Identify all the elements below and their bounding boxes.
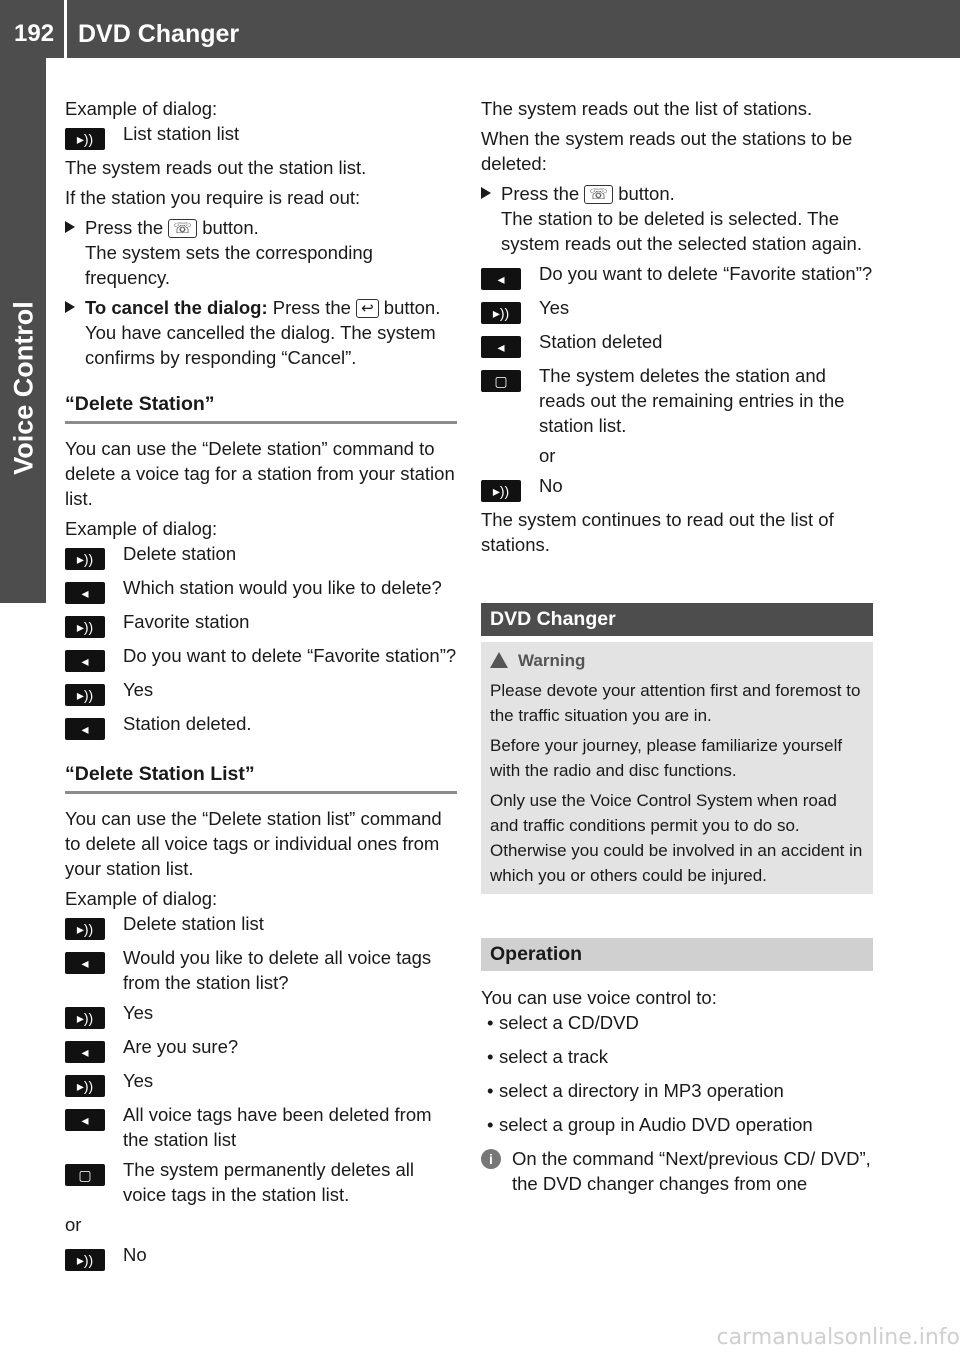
dialog-line: ◂ Would you like to delete all voice tags from the station list? bbox=[65, 945, 457, 995]
info-icon: i bbox=[481, 1149, 501, 1169]
watermark: carmanualsonline.info bbox=[716, 1325, 960, 1350]
dialog-line: ◂ Do you want to delete “Favorite station”? bbox=[481, 261, 873, 290]
list-item: • select a track bbox=[481, 1044, 873, 1069]
dialog-line: ▸)) Delete station bbox=[65, 541, 457, 570]
speak-icon: ▸)) bbox=[481, 480, 521, 502]
section-band-operation: Operation bbox=[481, 938, 873, 971]
dialog-line: ▸)) Yes bbox=[65, 1068, 457, 1097]
speak-icon: ▸)) bbox=[481, 302, 521, 324]
dialog-line bbox=[481, 443, 873, 468]
paragraph: You can use voice control to: bbox=[481, 987, 717, 1008]
speak-icon: ▸)) bbox=[65, 684, 105, 706]
back-key-icon: ↩ bbox=[356, 299, 379, 318]
system-answer-icon: ◂ bbox=[65, 1109, 105, 1131]
speak-icon: ▸)) bbox=[65, 918, 105, 940]
system-answer-icon: ◂ bbox=[65, 650, 105, 672]
dialog-line: ◂ Station deleted bbox=[481, 329, 873, 358]
paragraph: When the system reads out the stations to be deleted: bbox=[481, 128, 853, 174]
list-item: • select a CD/DVD bbox=[481, 1010, 873, 1035]
system-answer-icon: ◂ bbox=[65, 582, 105, 604]
warning-icon bbox=[490, 652, 508, 668]
example-label: Example of dialog: bbox=[65, 98, 218, 119]
side-tab bbox=[0, 58, 46, 603]
left-column bbox=[65, 96, 457, 1276]
warning-box: Warning Please devote your attention first and foremost to the traffic situation you are in. Before your journey, please familiarize yourself with the radio and disc functions. Only use the Voice Control System when road and traffic conditions permit you to do so. Otherwise you could be involved in an accident in which you or others could be injured. bbox=[481, 642, 873, 894]
dialog-line: ▸)) Delete station list bbox=[65, 911, 457, 940]
dialog-line: ◂ Are you sure? bbox=[65, 1034, 457, 1063]
dialog-line: ▸)) No bbox=[481, 473, 873, 502]
or-text: or bbox=[65, 1214, 82, 1235]
arrow-icon bbox=[65, 221, 75, 233]
speak-icon: ▸)) bbox=[65, 616, 105, 638]
dialog-line: ◂ Which station would you like to delete? bbox=[65, 575, 457, 604]
system-answer-icon: ◂ bbox=[481, 268, 521, 290]
speak-icon: ▸)) bbox=[65, 1007, 105, 1029]
dialog-line: ◂ Station deleted. bbox=[65, 711, 457, 740]
or-text: or bbox=[539, 445, 556, 466]
paragraph: You can use the “Delete station” command to delete a voice tag for a station from your station list. bbox=[65, 438, 455, 509]
dialog-line: ▸)) Favorite station bbox=[65, 609, 457, 638]
system-answer-icon: ◂ bbox=[65, 1041, 105, 1063]
header-divider bbox=[64, 0, 67, 58]
dialog-line: ◂ Do you want to delete “Favorite station”? bbox=[65, 643, 457, 672]
dialog-line: ▢ The system permanently deletes all voice tags in the station list. bbox=[65, 1157, 457, 1207]
system-answer-icon: ◂ bbox=[481, 336, 521, 358]
side-tab-label: Voice Control bbox=[8, 301, 39, 475]
paragraph: The system reads out the list of stations. bbox=[481, 98, 813, 119]
page-title: DVD Changer bbox=[78, 20, 240, 48]
speak-icon: ▸)) bbox=[65, 1249, 105, 1271]
section-heading: “Delete Station List” bbox=[65, 762, 457, 794]
arrow-icon bbox=[481, 187, 491, 199]
dialog-line: ▸)) Yes bbox=[481, 295, 873, 324]
list-item: • select a directory in MP3 operation bbox=[481, 1078, 873, 1103]
speak-icon: ▸)) bbox=[65, 1075, 105, 1097]
dialog-line: ▸)) Yes bbox=[65, 1000, 457, 1029]
section-band-dvd-changer: DVD Changer bbox=[481, 603, 873, 636]
example-label: Example of dialog: bbox=[65, 518, 218, 539]
paragraph: The system continues to read out the list of stations. bbox=[481, 509, 834, 555]
step: Press the ☏ button. The system sets the corresponding frequency. bbox=[65, 215, 457, 290]
paragraph: You can use the “Delete station list” command to delete all voice tags or individual ones from your station list. bbox=[65, 808, 442, 879]
hangup-key-icon: ☏ bbox=[168, 219, 197, 238]
speak-icon: ▸)) bbox=[65, 128, 105, 150]
paragraph: If the station you require is read out: bbox=[65, 187, 361, 208]
dialog-line: ◂ All voice tags have been deleted from the station list bbox=[65, 1102, 457, 1152]
right-column bbox=[481, 96, 873, 1196]
system-answer-icon: ◂ bbox=[65, 952, 105, 974]
page-number: 192 bbox=[14, 20, 55, 47]
example-label: Example of dialog: bbox=[65, 888, 218, 909]
speak-icon: ▸)) bbox=[65, 548, 105, 570]
step: Press the ☏ button. The station to be deleted is selected. The system reads out the selected station again. bbox=[481, 181, 873, 256]
dialog-line: ▸)) List station list bbox=[65, 121, 457, 150]
step: To cancel the dialog: Press the ↩ button. You have cancelled the dialog. The system confirms by responding “Cancel”. bbox=[65, 295, 457, 370]
dialog-line: ▸)) No bbox=[65, 1242, 457, 1271]
hangup-key-icon: ☏ bbox=[584, 185, 613, 204]
arrow-icon bbox=[65, 301, 75, 313]
section-heading: “Delete Station” bbox=[65, 392, 457, 424]
list-item: • select a group in Audio DVD operation bbox=[481, 1112, 873, 1137]
header-bar bbox=[0, 0, 960, 58]
system-action-icon: ▢ bbox=[65, 1164, 105, 1186]
paragraph: The system reads out the station list. bbox=[65, 157, 367, 178]
dialog-line: ▸)) Yes bbox=[65, 677, 457, 706]
dialog-line: ▢ The system deletes the station and reads out the remaining entries in the station list. bbox=[481, 363, 873, 438]
system-action-icon: ▢ bbox=[481, 370, 521, 392]
info-note: i On the command “Next/previous CD/ DVD”, the DVD changer changes from one bbox=[481, 1146, 873, 1196]
system-answer-icon: ◂ bbox=[65, 718, 105, 740]
